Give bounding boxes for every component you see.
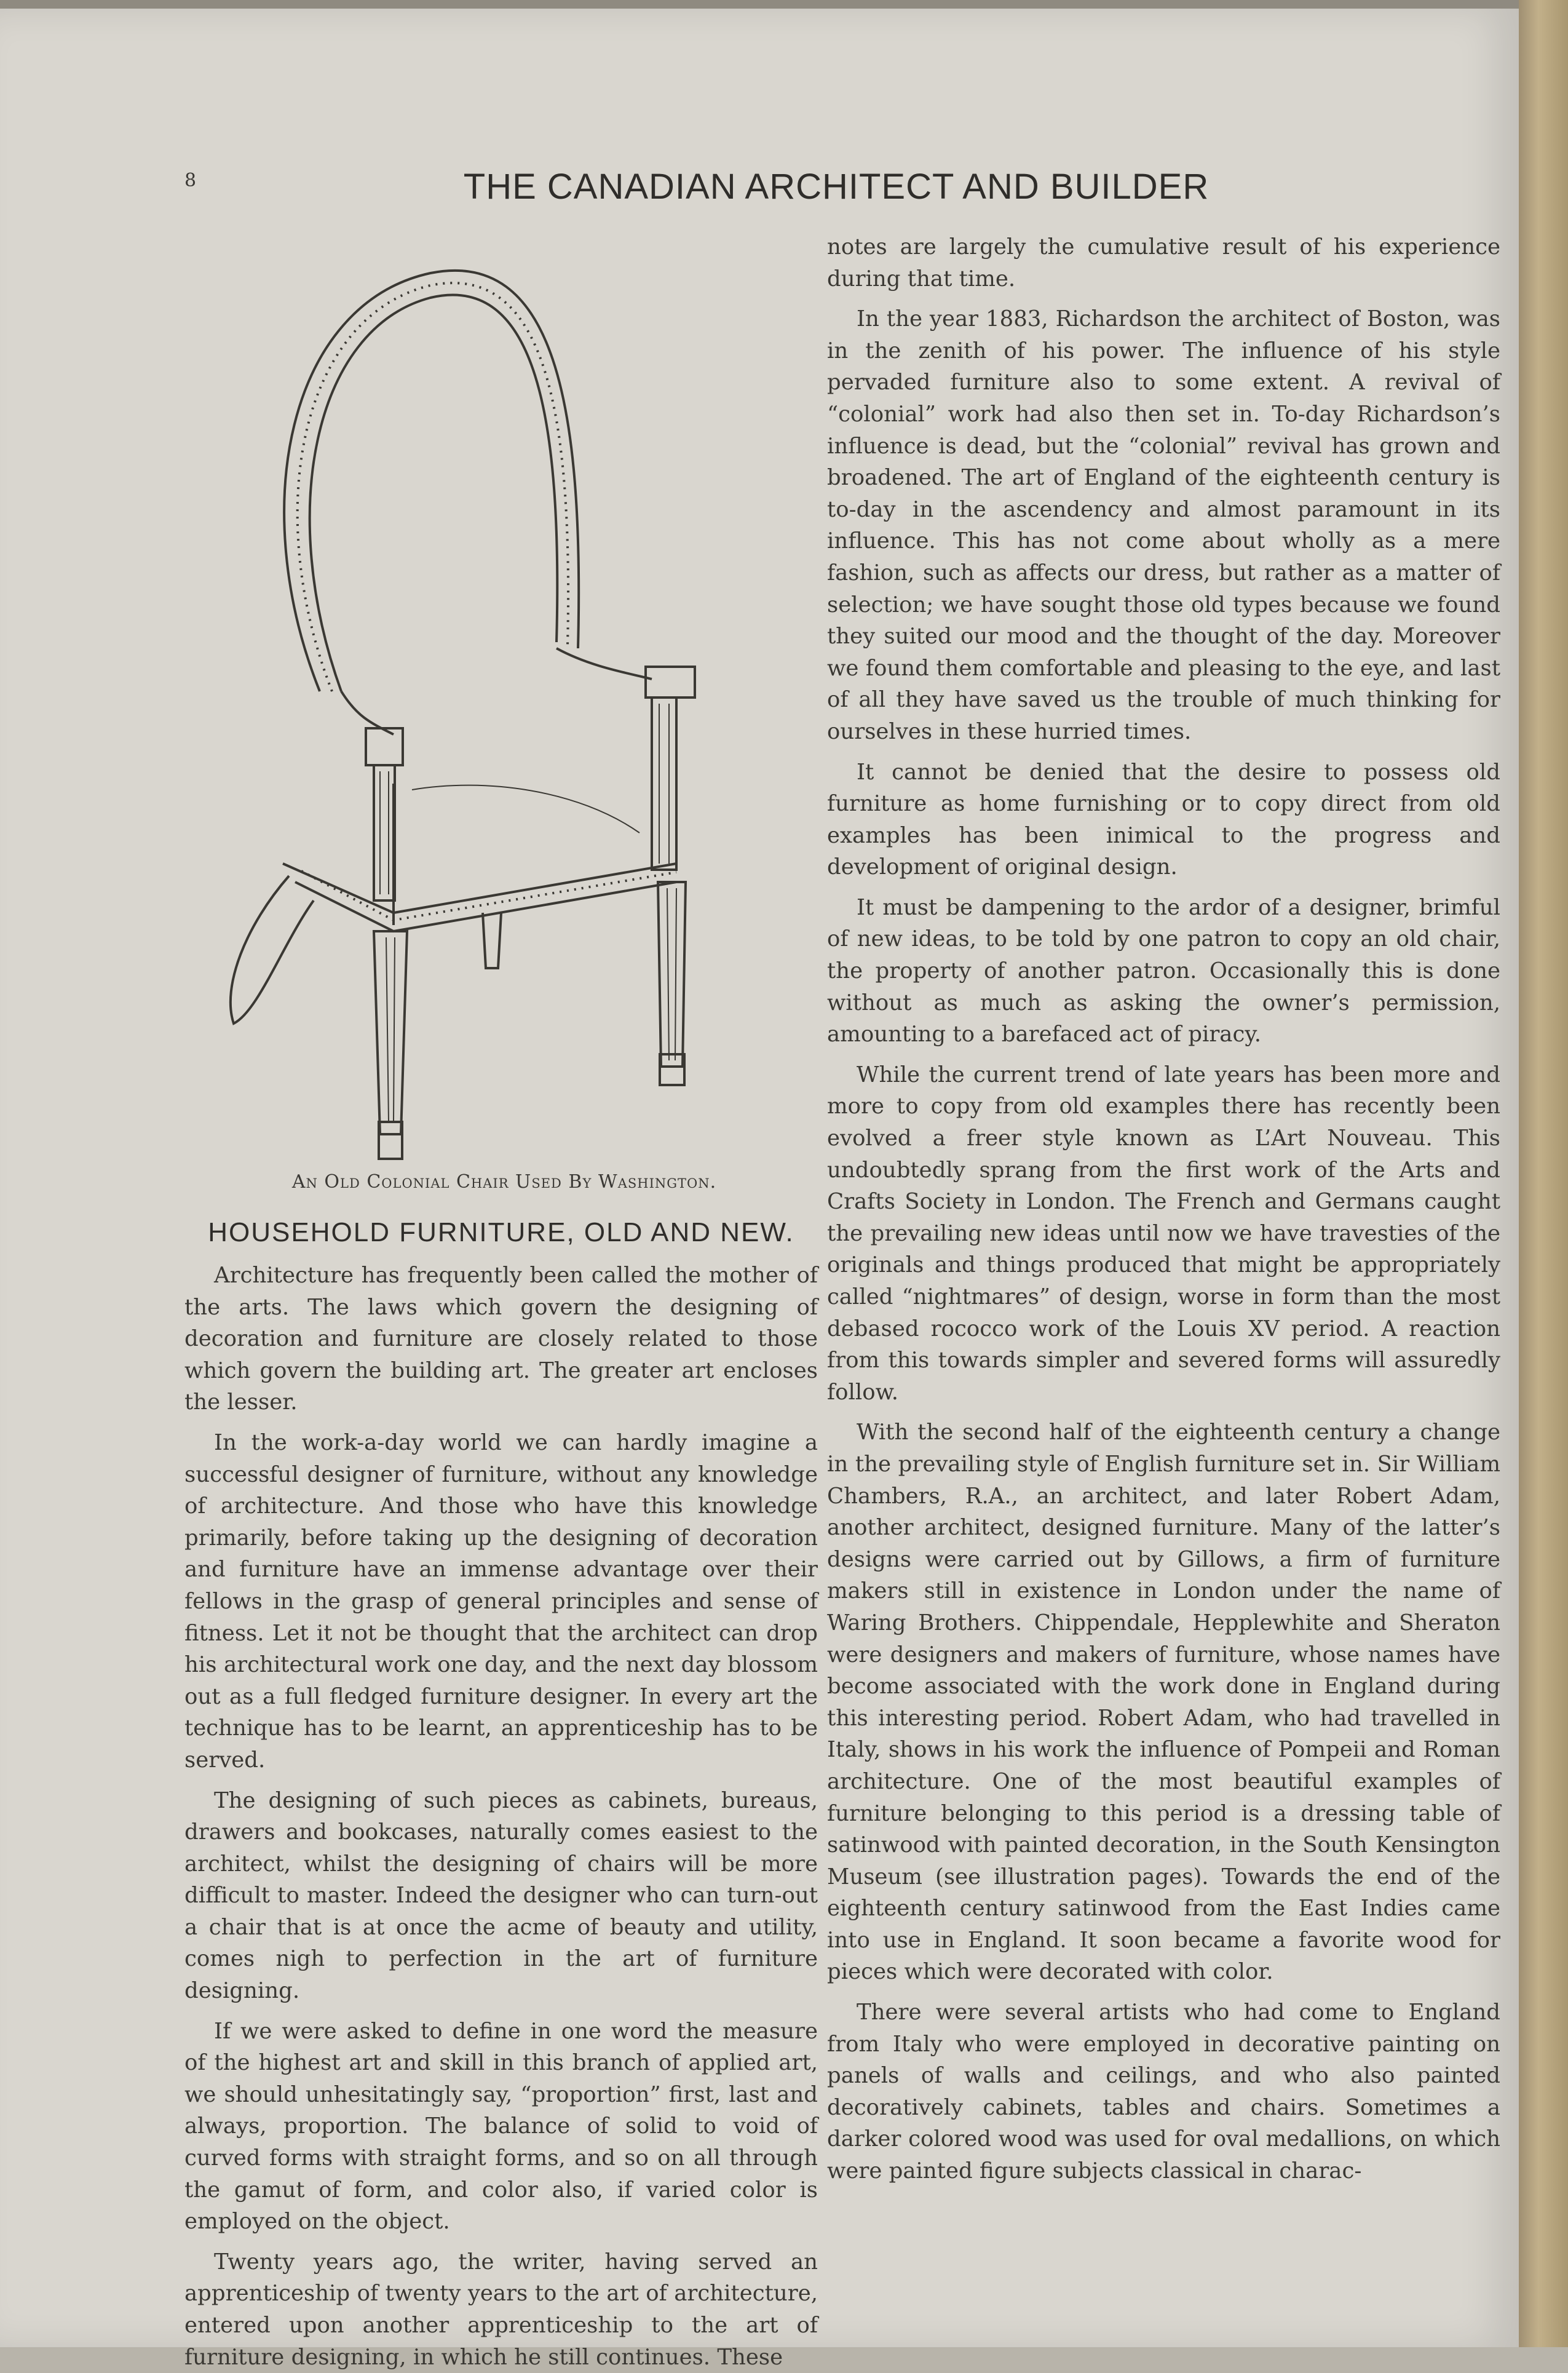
right-column (827, 231, 1500, 2187)
article-title: HOUSEHOLD FURNITURE, OLD AND NEW. (208, 1217, 794, 1247)
right-paragraph: In the year 1883, Richardson the architect of Boston, was in the zenith of his power. The influence of his style pervaded furniture also to some extent. A revival of “colonial” work had also then set in. To-day Richardson’s influence is dead, but the “colonial” revival has grown and broadened. The art of England of the eighteenth century is to-day in the ascendency and almost paramount in its influence. This has not come about wholly as a mere fashion, such as affects our dress, but rather as a matter of selection; we have sought those old types because we found they suited our mood and the thought of the day. Moreover we found them comfortable and pleasing to the eye, and last of all they have saved us the trouble of much thinking for ourselves in these hurried times. (827, 306, 1500, 744)
left-paragraph: The designing of such pieces as cabinets, bureaus, drawers and bookcases, naturally comes easiest to the architect, whilst the designing of chairs will be more difficult to master. Indeed the designer who can turn-out a chair that is at once the acme of beauty and utility, comes nigh to perfection in the art of furniture designing. (184, 1787, 818, 2004)
chair-drawing (209, 248, 799, 1165)
left-paragraph: If we were asked to define in one word the measure of the highest art and skill in this branch of applied art, we should unhesitatingly say, “proportion” first, last and always, proportion. The balance of solid to void of curved forms with straight forms, and so on all through the gamut of form, and color also, if varied color is employed on the object. (184, 2018, 818, 2235)
right-paragraph: notes are largely the cumulative result of his experience during that time. (827, 234, 1500, 292)
left-paragraph: Architecture has frequently been called the mother of the arts. The laws which govern the designing of decoration and furniture are closely related to those which govern the building art. The greater art encloses the lesser. (184, 1263, 818, 1415)
figure-caption: An Old Colonial Chair Used By Washington. (291, 1171, 717, 1193)
left-column (184, 1214, 818, 2373)
right-paragraph: There were several artists who had come to England from Italy who were employed in decorative painting on panels of walls and ceilings, and who also painted decoratively cabinets, tables and chairs. Sometimes a darker colored wood was used for oval medallions, on which were painted figure subjects classical in charac- (827, 2000, 1500, 2184)
page-number: 8 (184, 170, 197, 191)
book-edge (1519, 0, 1568, 2347)
right-paragraph: It must be dampening to the ardor of a designer, brimful of new ideas, to be told by one patron to copy an old chair, the property of another patron. Occasionally this is done without as much as asking the owner’s permission, amounting to a barefaced act of piracy. (827, 894, 1500, 1047)
chair-illustration (209, 248, 799, 1165)
right-paragraph: While the current trend of late years has been more and more to copy from old examples there has recently been evolved a freer style known as L’Art Nouveau. This undoubtedly sprang from the first work of the Arts and Crafts Society in London. The French and Germans caught the prevailing new ideas until now we have travesties of the originals and things produced that might be appropriately called “nightmares” of design, worse in form than the most debased rococco work of the Louis XV period. A reaction from this towards simpler and severed forms will assuredly follow. (827, 1062, 1500, 1405)
running-head: THE CANADIAN ARCHITECT AND BUILDER (463, 167, 1210, 207)
journal-page (0, 9, 1519, 2370)
right-paragraph: It cannot be denied that the desire to possess old furniture as home furnishing or to copy direct from old examples has been inimical to the progress and development of original design. (827, 759, 1500, 880)
left-paragraph: In the work-a-day world we can hardly imagine a successful designer of furniture, without any knowledge of architecture. And those who have this knowledge primarily, before taking up the designing of decoration and furniture have an immense advantage over their fellows in the grasp of general principles and sense of fitness. Let it not be thought that the architect can drop his architectural work one day, and the next day blossom out as a full fledged furniture designer. In every art the technique has to be learnt, an apprenticeship has to be served. (184, 1429, 818, 1773)
right-paragraph: With the second half of the eighteenth century a change in the prevailing style of English furniture set in. Sir William Chambers, R.A., an architect, and later Robert Adam, another architect, designed furniture. Many of the latter’s designs were carried out by Gillows, a firm of furniture makers still in existence in London under the name of Waring Brothers. Chippendale, Hepplewhite and Sheraton were designers and makers of furniture, whose names have become associated with the work done in England during this interesting period. Robert Adam, who had travelled in Italy, shows in his work the influence of Pompeii and Roman architecture. One of the most beautiful examples of furniture belonging to this period is a dressing table of satinwood with painted decoration, in the South Kensington Museum (see illustration pages). Towards the end of the eighteenth century satinwood from the East Indies came into use in England. It soon became a favorite wood for pieces which were decorated with color. (827, 1420, 1500, 1985)
left-paragraph: Twenty years ago, the writer, having served an apprenticeship of twenty years to the art of architecture, entered upon another apprenticeship to the art of furniture designing, in which he still continues. These (184, 2249, 818, 2370)
